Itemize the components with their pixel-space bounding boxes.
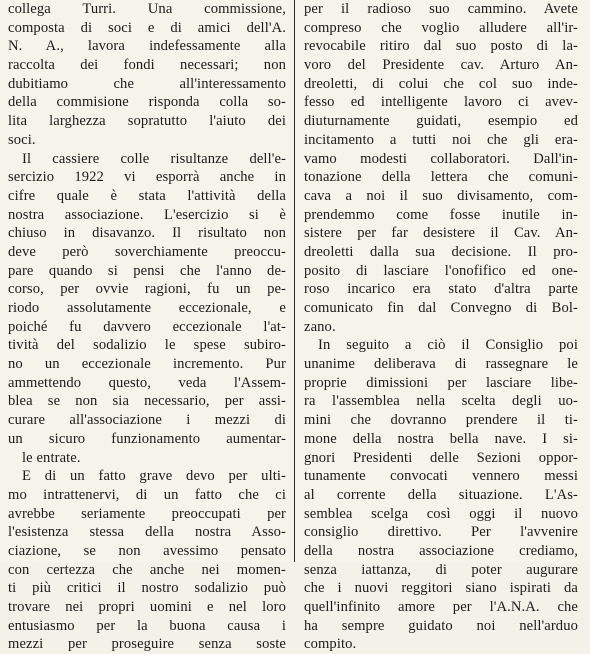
text-line: al corrente della situazione. L'As-	[304, 486, 578, 503]
text-line: proprie dimissioni per lasciare libe-	[304, 374, 578, 391]
text-line: ha sempre guidato noi nell'arduo	[304, 617, 578, 634]
text-line: chiuso in disavanzo. Il risultato non	[8, 225, 286, 242]
text-line: senza iattanza, di poter augurare	[304, 561, 578, 578]
text-line: In seguito a ciò il Consiglio poi	[318, 337, 578, 354]
text-line: avrebbe seriamente preoccupati per	[8, 505, 286, 522]
text-line: E di un fatto grave devo per ulti-	[22, 468, 286, 485]
text-line: dubitiamo che all'interessamento	[8, 75, 286, 92]
text-line: gnori Presidenti delle Sezioni oppor-	[304, 449, 578, 466]
text-line: sistere per far desistere il Cav. An-	[304, 225, 578, 242]
text-line: diuturnamente guidati, esempio ed	[304, 113, 578, 130]
text-line: sercizio 1922 vi esporrà anche in	[8, 169, 286, 186]
text-line: incitamento a tutti noi che gli era-	[304, 131, 578, 148]
text-line: mini che dovranno prendere il ti-	[304, 412, 578, 429]
text-line: voro del Presidente cav. Arturo An-	[304, 57, 578, 74]
text-line: tonazione della lettera che comuni-	[304, 169, 578, 186]
text-line: consiglio direttivo. Per l'avvenire	[304, 524, 578, 541]
text-line: semblea scelga così oggi il nuovo	[304, 505, 578, 522]
text-line: quell'infinito amore per l'A.N.A. che	[304, 599, 578, 615]
text-line: zano.	[304, 318, 336, 335]
text-line: ti più critici il nostro sodalizio può	[8, 580, 286, 597]
text-line: per il radioso suo cammino. Avete	[304, 1, 578, 17]
paragraph	[304, 336, 578, 654]
text-line: curare all'associazione i mezzi di	[8, 412, 286, 429]
text-line: corso, per ovvie ragioni, fu un pe-	[8, 281, 286, 298]
text-line: ammettendo questo, veda l'Assem-	[8, 374, 286, 391]
text-line: le entrate.	[22, 449, 81, 466]
text-line: della nostra associazione crediamo,	[304, 542, 578, 559]
text-line: nostra associazione. L'esercizio si è	[8, 206, 286, 223]
text-line: revocabile ritiro dal suo posto di la-	[304, 38, 578, 55]
text-line: compito.	[304, 636, 357, 653]
text-line: prendemmo come fosse inutile in-	[304, 206, 578, 223]
text-line: compreso che voglio alludere all'ir-	[304, 19, 578, 36]
text-line: blea se non sia necessario, per assi-	[8, 393, 286, 410]
text-line: collega Turri. Una commissione,	[8, 1, 286, 17]
text-line: deve però soverchiamente preoccu-	[8, 243, 286, 260]
text-line: no un eccezionale incremento. Pur	[8, 356, 286, 373]
text-line: fesso ed intelligente lavoro ci avev-	[304, 94, 578, 111]
text-line: cava a noi il suo divisamento, com-	[304, 187, 578, 204]
column-divider	[294, 0, 295, 562]
paragraph	[304, 0, 578, 336]
text-line: comunicato fin dal Convegno di Bol-	[304, 300, 578, 316]
paragraph	[8, 0, 286, 150]
text-line: trovare nei propri uomini e nel loro	[8, 599, 286, 615]
text-line: vamo modesti collaboratori. Dall'in-	[304, 150, 578, 167]
text-line: cifre quale è stata l'attività della	[8, 187, 286, 204]
text-line: un sicuro funzionamento aumentar-	[8, 430, 286, 447]
text-line: ciazione, se non avessimo pensato	[8, 542, 286, 559]
text-line: mone della nostra bella nave. I si-	[304, 430, 578, 447]
paragraph	[8, 467, 286, 654]
text-line: raccolta dei fondi necessari; non	[8, 57, 286, 74]
text-line: entusiasmo per la buona causa i	[8, 617, 286, 634]
text-line: pare quando si pensi che l'anno de-	[8, 262, 286, 279]
text-line: ra l'assemblea nella scelta degli uo-	[304, 393, 578, 410]
text-line: unanime deliberava di rassegnare le	[304, 356, 578, 373]
paragraph	[8, 150, 286, 468]
text-line: composta di soci e di amici dell'A.	[8, 19, 286, 36]
text-line: l'esistenza stessa della nostra Asso-	[8, 524, 286, 541]
text-line: tività del sodalizio le spese subiro-	[8, 337, 286, 354]
left-text-column	[8, 0, 286, 654]
text-line: Il cassiere colle risultanze dell'e-	[22, 150, 286, 167]
text-line: con certezza che anche nei momen-	[8, 561, 286, 578]
text-line: N. A., lavora indefessamente alla	[8, 38, 286, 55]
text-line: mezzi per proseguire senza soste	[8, 636, 286, 653]
text-line: mo intrattenervi, di un fatto che ci	[8, 486, 286, 503]
text-line: che i nuovi reggitori siano ispirati da	[304, 580, 578, 597]
text-line: posito di lasciare l'onofifico ed one-	[304, 262, 578, 279]
right-text-column	[304, 0, 578, 654]
text-line: roso incarico era stato d'altra parte	[304, 281, 578, 298]
text-line: dreoletti, di colui che col suo inde-	[304, 75, 578, 92]
text-line: tunamente convocati vennero messi	[304, 468, 578, 485]
text-line: riodo assolutamente eccezionale, e	[8, 300, 286, 316]
text-line: soci.	[8, 131, 36, 148]
text-line: della commisione risponda colla so-	[8, 94, 286, 111]
text-line: poiché fu davvero eccezionale l'at-	[8, 318, 286, 335]
text-line: lita larghezza sopratutto l'aiuto dei	[8, 113, 286, 130]
text-line: dreoletti dalla sua decisione. Il pro-	[304, 243, 578, 260]
